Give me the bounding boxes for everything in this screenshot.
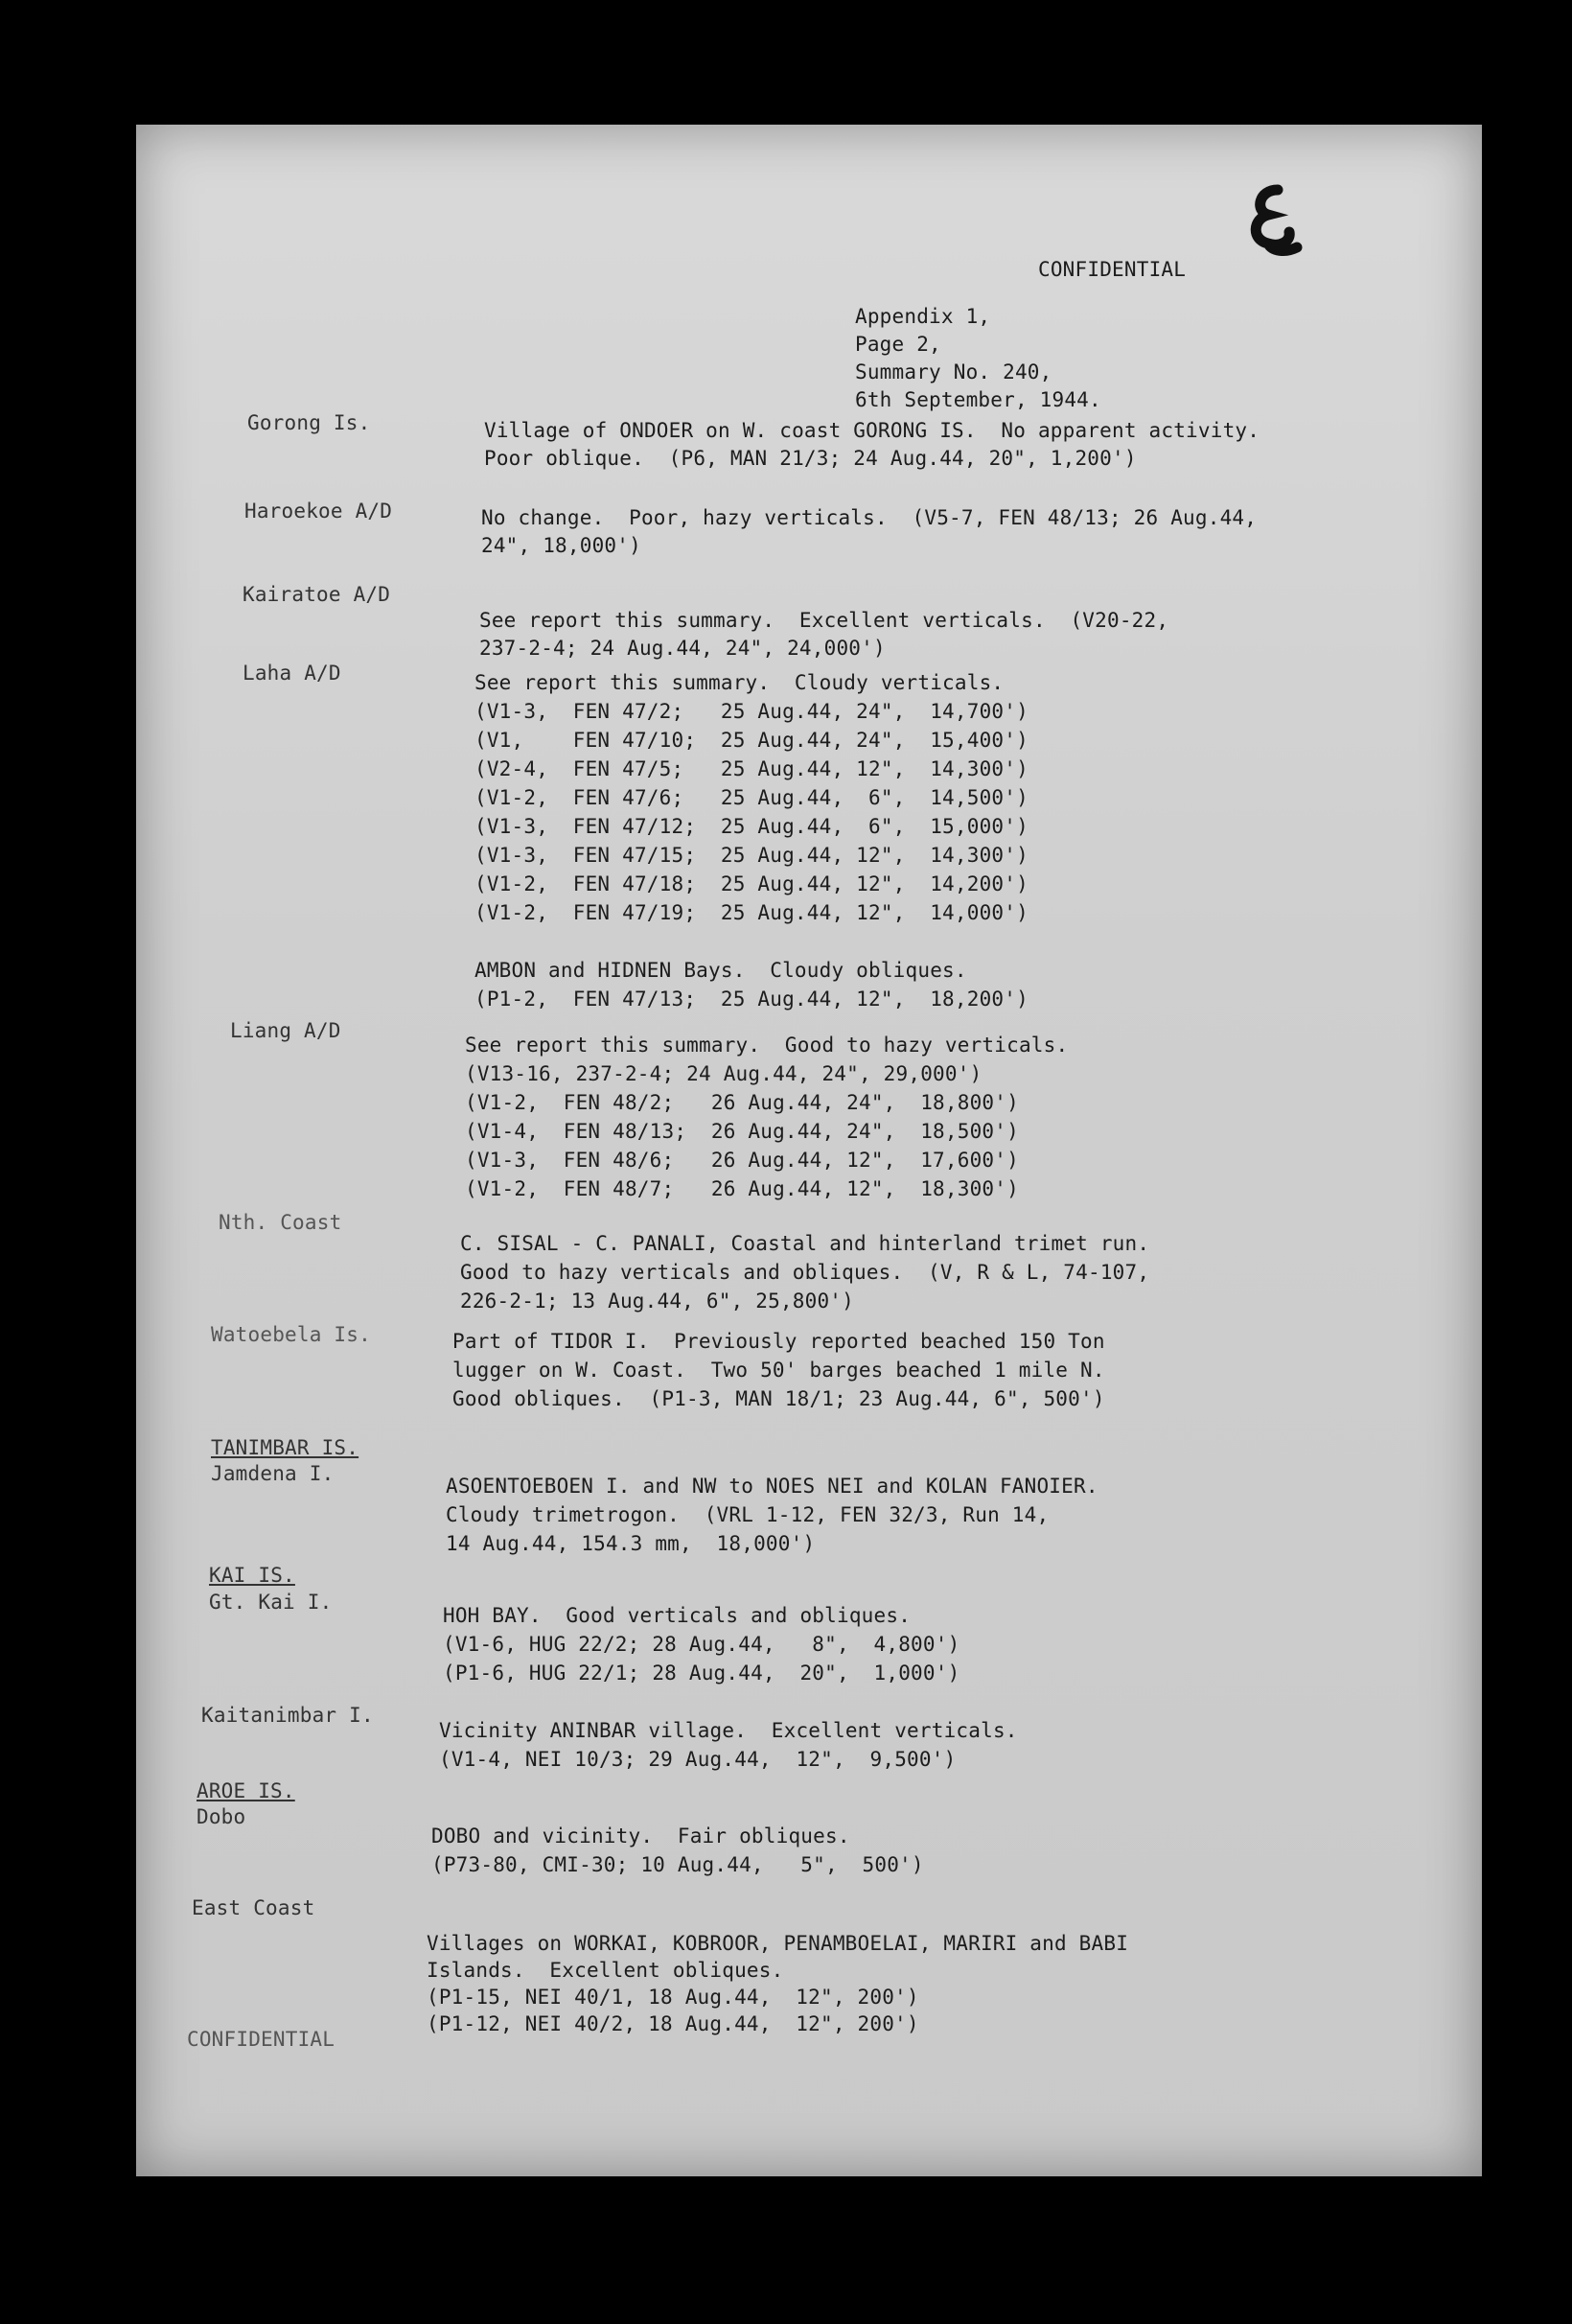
classification-header: CONFIDENTIAL	[1038, 258, 1187, 281]
entry-line: (V2-4, FEN 47/5; 25 Aug.44, 12", 14,300')	[474, 757, 1029, 780]
entry-line: (V1-4, FEN 48/13; 26 Aug.44, 24", 18,500')	[465, 1120, 1019, 1143]
entry-line: (P1-2, FEN 47/13; 25 Aug.44, 12", 18,200')	[474, 988, 1029, 1011]
entry-line: 226-2-1; 13 Aug.44, 6", 25,800')	[460, 1290, 854, 1313]
classification-footer: CONFIDENTIAL	[187, 2028, 335, 2051]
entry-line: (V1-2, FEN 47/19; 25 Aug.44, 12", 14,000')	[474, 901, 1029, 924]
entry-line: (P73-80, CMI-30; 10 Aug.44, 5", 500')	[431, 1853, 924, 1876]
entry-line: Islands. Excellent obliques.	[427, 1959, 784, 1982]
entry-label: Haroekoe A/D	[244, 500, 393, 523]
entry-line: (V1-3, FEN 47/15; 25 Aug.44, 12", 14,300')	[474, 844, 1029, 867]
entry-line: HOH BAY. Good verticals and obliques.	[443, 1604, 912, 1627]
entry-line: Part of TIDOR I. Previously reported beached 150 Ton	[452, 1330, 1105, 1353]
entry-line: Good to hazy verticals and obliques. (V, R & L, 74-107,	[460, 1261, 1150, 1284]
entry-label: Gorong Is.	[247, 411, 371, 434]
entry-label: KAI IS.	[209, 1564, 295, 1587]
entry-label: Kairatoe A/D	[243, 583, 391, 606]
entry-line: No change. Poor, hazy verticals. (V5-7, FEN 48/13; 26 Aug.44,	[481, 506, 1258, 529]
entry-line: (V1-3, FEN 47/2; 25 Aug.44, 24", 14,700')	[474, 700, 1029, 723]
entry-line: (V1-2, FEN 47/6; 25 Aug.44, 6", 14,500')	[474, 786, 1029, 809]
entry-line: ASOENTOEBOEN I. and NW to NOES NEI and KOLAN FANOIER.	[446, 1475, 1098, 1498]
entry-line: lugger on W. Coast. Two 50' barges beached 1 mile N.	[452, 1359, 1105, 1382]
entry-line: See report this summary. Excellent verticals. (V20-22,	[479, 609, 1169, 632]
entry-line: AMBON and HIDNEN Bays. Cloudy obliques.	[474, 959, 967, 982]
page-number: Page 2,	[855, 333, 941, 356]
summary-number: Summary No. 240,	[855, 360, 1052, 383]
entry-label: Laha A/D	[243, 662, 341, 685]
entry-line: (V1-2, FEN 48/7; 26 Aug.44, 12", 18,300')	[465, 1177, 1019, 1200]
entry-line: (V1-3, FEN 48/6; 26 Aug.44, 12", 17,600')	[465, 1149, 1019, 1172]
entry-line: Good obliques. (P1-3, MAN 18/1; 23 Aug.44, 6", 500')	[452, 1387, 1105, 1410]
entry-line: (V1-3, FEN 47/12; 25 Aug.44, 6", 15,000')	[474, 815, 1029, 838]
entry-line: Villages on WORKAI, KOBROOR, PENAMBOELAI, MARIRI and BABI	[427, 1932, 1129, 1955]
entry-label: Watoebela Is.	[211, 1323, 371, 1346]
entry-label: TANIMBAR IS.	[211, 1436, 359, 1459]
appendix-number: Appendix 1,	[855, 305, 991, 328]
entry-label: East Coast	[192, 1896, 315, 1919]
entry-line: (V13-16, 237-2-4; 24 Aug.44, 24", 29,000')	[465, 1062, 982, 1085]
entry-line: (V1-2, FEN 47/18; 25 Aug.44, 12", 14,200')	[474, 872, 1029, 895]
handwritten-mark-icon	[1241, 184, 1308, 261]
entry-line: (P1-15, NEI 40/1, 18 Aug.44, 12", 200')	[427, 1986, 919, 2009]
entry-label: Nth. Coast	[219, 1211, 342, 1234]
entry-line: (V1, FEN 47/10; 25 Aug.44, 24", 15,400')	[474, 729, 1029, 752]
entry-line: DOBO and vicinity. Fair obliques.	[431, 1824, 850, 1848]
entry-line: Vicinity ANINBAR village. Excellent verticals.	[439, 1719, 1018, 1742]
entry-line: 237-2-4; 24 Aug.44, 24", 24,000')	[479, 637, 886, 660]
entry-sublabel: Gt. Kai I.	[209, 1591, 333, 1614]
entry-line: (P1-12, NEI 40/2, 18 Aug.44, 12", 200')	[427, 2012, 919, 2035]
entry-label: Liang A/D	[230, 1019, 341, 1042]
document-date: 6th September, 1944.	[855, 388, 1101, 411]
entry-line: (V1-2, FEN 48/2; 26 Aug.44, 24", 18,800')	[465, 1091, 1019, 1114]
entry-line: C. SISAL - C. PANALI, Coastal and hinterland trimet run.	[460, 1232, 1150, 1255]
entry-line: See report this summary. Good to hazy verticals.	[465, 1034, 1069, 1057]
entry-line: (V1-4, NEI 10/3; 29 Aug.44, 12", 9,500')	[439, 1748, 957, 1771]
entry-line: Cloudy trimetrogon. (VRL 1-12, FEN 32/3, Run 14,	[446, 1503, 1050, 1526]
entry-sublabel: Jamdena I.	[211, 1462, 335, 1485]
entry-label: AROE IS.	[196, 1779, 295, 1802]
entry-line: Poor oblique. (P6, MAN 21/3; 24 Aug.44, 20", 1,200')	[484, 447, 1137, 470]
entry-sublabel: Dobo	[196, 1805, 246, 1828]
entry-line: See report this summary. Cloudy verticals.	[474, 671, 1005, 694]
entry-line: 14 Aug.44, 154.3 mm, 18,000')	[446, 1532, 816, 1555]
entry-line: 24", 18,000')	[481, 534, 641, 557]
entry-line: (V1-6, HUG 22/2; 28 Aug.44, 8", 4,800')	[443, 1633, 960, 1656]
entry-label: Kaitanimbar I.	[201, 1704, 374, 1727]
entry-line: (P1-6, HUG 22/1; 28 Aug.44, 20", 1,000')	[443, 1662, 960, 1685]
entry-line: Village of ONDOER on W. coast GORONG IS. No apparent activity.	[484, 419, 1260, 442]
